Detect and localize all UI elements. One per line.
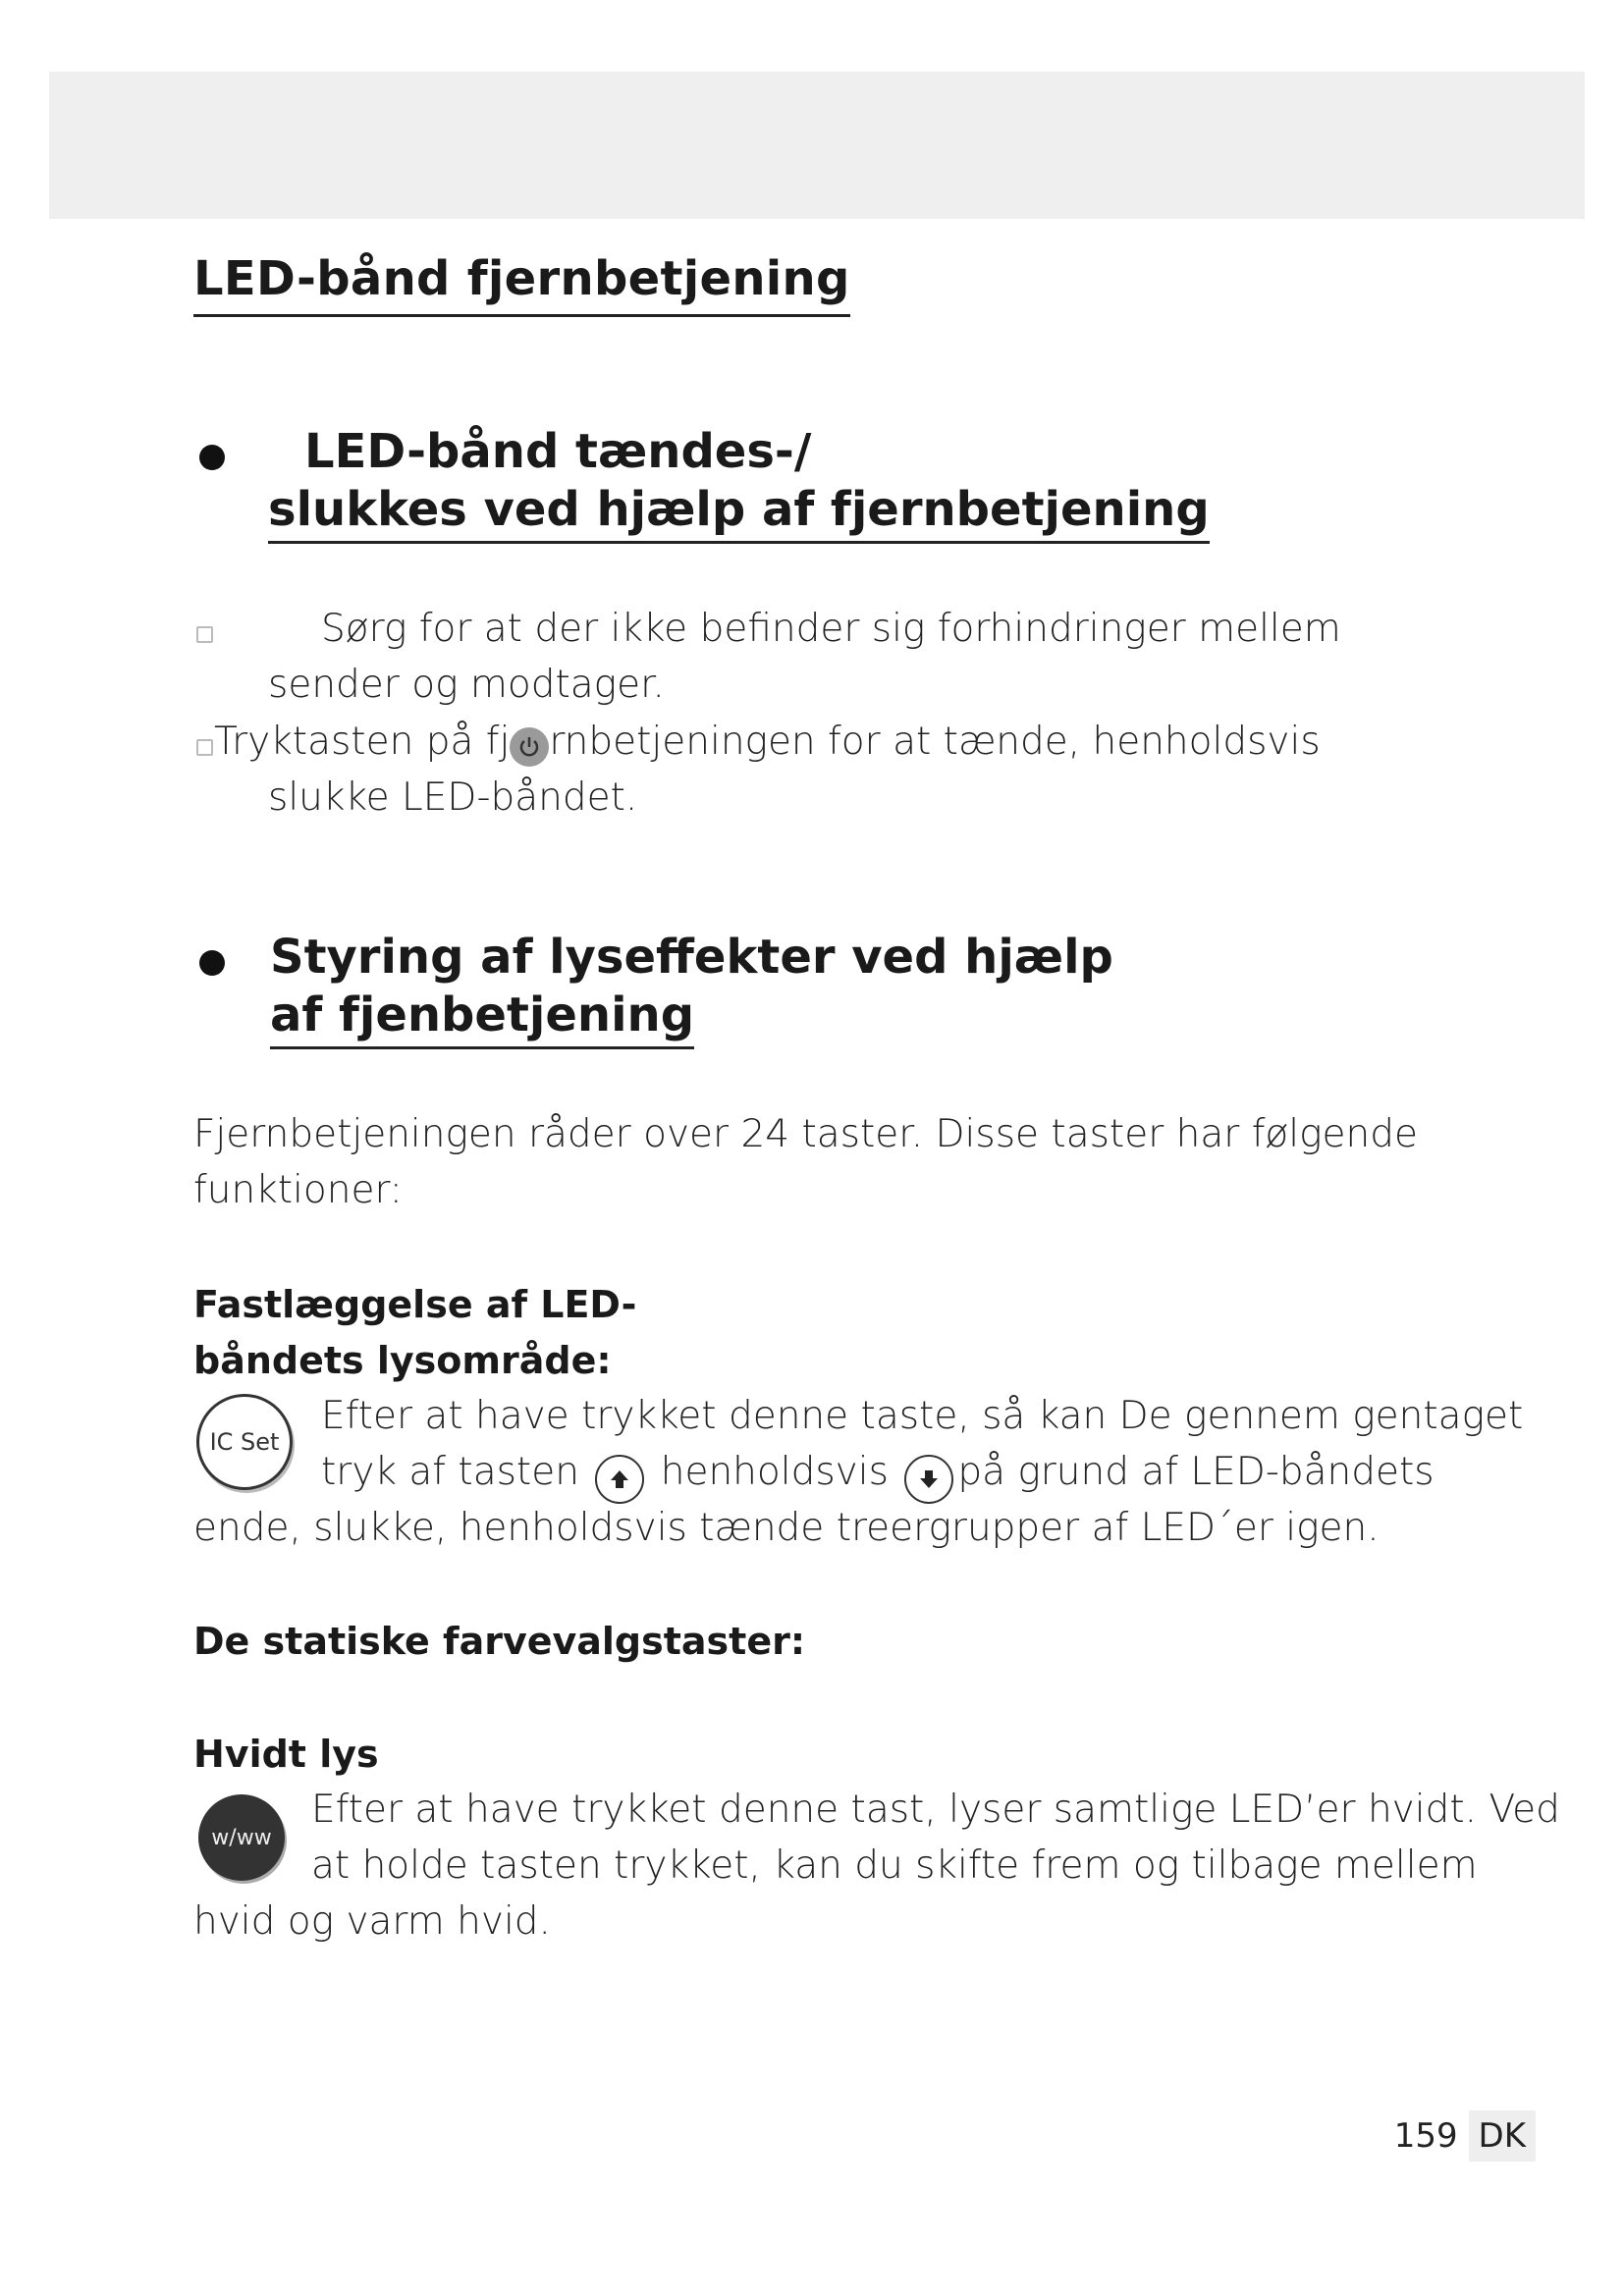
instruction-2-text-a: Tryktasten på fj	[214, 720, 511, 764]
section1-heading-line1: LED-bånd tændes-/	[304, 424, 812, 479]
intro-line2: funktioner:	[193, 1168, 403, 1212]
w-ww-button-icon: w/ww	[198, 1794, 285, 1881]
page-title: LED-bånd fjernbetjening	[193, 251, 850, 317]
page-footer	[1394, 2116, 1536, 2156]
bullet-icon	[199, 950, 225, 976]
intro-line1: Fjernbetjeningen råder over 24 taster. Disse taster har følgende	[193, 1112, 1418, 1156]
fastlaeggelse-text-c: på grund af LED-båndets	[957, 1450, 1435, 1494]
language-tag: DK	[1469, 2110, 1536, 2162]
arrow-down-icon	[904, 1455, 953, 1504]
fastlaeggelse-line2	[321, 1444, 1435, 1504]
power-icon	[510, 727, 549, 767]
checkbox-icon	[196, 739, 213, 756]
instruction-2-text-b: rnbetjeningen for at tænde, henholdsvis	[549, 720, 1321, 764]
page-number: 159	[1393, 2116, 1458, 2156]
fastlaeggelse-heading-line1: Fastlæggelse af LED-	[193, 1283, 637, 1326]
instruction-2-line1	[214, 714, 1321, 770]
section1-heading-line2-text: slukkes ved hjælp af fjernbetjening	[268, 481, 1210, 544]
fastlaeggelse-line3: ende, slukke, henholdsvis tænde treergrupper af LED´er igen.	[193, 1506, 1380, 1550]
hvidt-line3: hvid og varm hvid.	[193, 1899, 551, 1944]
instruction-1-line1: Sørg for at der ikke befinder sig forhindringer mellem	[321, 607, 1341, 651]
instruction-2-line2: slukke LED-båndet.	[268, 775, 638, 820]
ic-set-button-icon: IC Set	[196, 1394, 293, 1490]
section2-heading-line2	[270, 987, 694, 1049]
instruction-1-line2: sender og modtager.	[268, 663, 665, 707]
section2-heading-line2-text: af fjenbetjening	[270, 987, 694, 1049]
header-band	[49, 72, 1585, 219]
hvidt-line1: Efter at have trykket denne tast, lyser samtlige LED’er hvidt. Ved	[311, 1788, 1560, 1832]
statiske-heading: De statiske farvevalgstaster:	[193, 1620, 806, 1663]
fastlaeggelse-line1: Efter at have trykket denne taste, så kan De gennem gentaget	[321, 1394, 1524, 1438]
checkbox-icon	[196, 626, 213, 643]
bullet-icon	[199, 445, 225, 470]
hvidt-line2: at holde tasten trykket, kan du skifte frem og tilbage mellem	[311, 1843, 1478, 1888]
fastlaeggelse-text-a: tryk af tasten	[321, 1450, 579, 1494]
fastlaeggelse-text-b: henholdsvis	[660, 1450, 889, 1494]
arrow-up-icon	[595, 1455, 644, 1504]
fastlaeggelse-heading-line2: båndets lysområde:	[193, 1339, 612, 1382]
section1-heading-line2	[268, 481, 1210, 544]
section2-heading-line1: Styring af lyseffekter ved hjælp	[270, 930, 1113, 985]
hvidt-heading: Hvidt lys	[193, 1733, 379, 1776]
